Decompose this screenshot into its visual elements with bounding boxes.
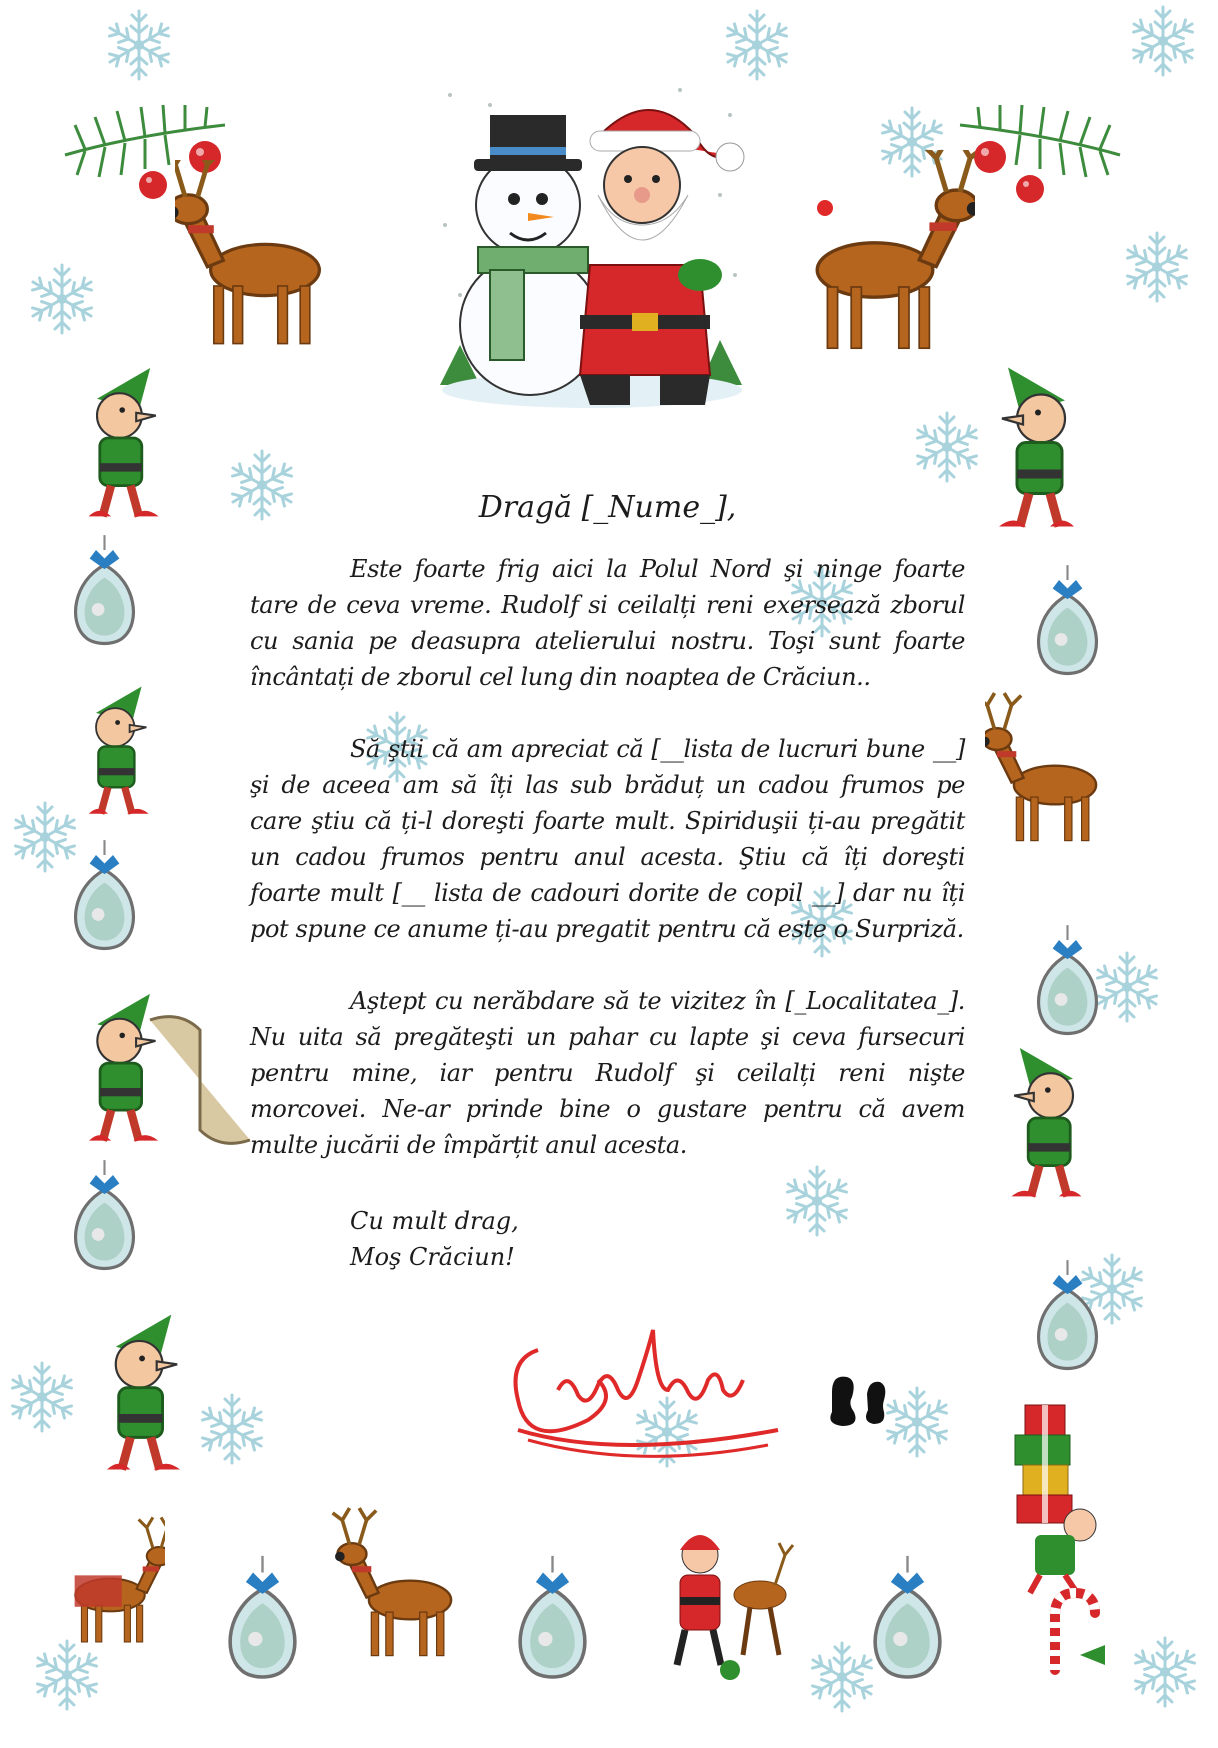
ornament-ball-icon: [215, 1545, 310, 1695]
closing-line-2: Moş Crăciun!: [350, 1243, 515, 1271]
elf-icon: [960, 350, 1110, 550]
snowman-santa-icon: [430, 75, 755, 415]
snowflake-icon: [1128, 1635, 1202, 1709]
ornament-ball-icon: [62, 525, 147, 660]
ornament-ball-icon: [505, 1545, 600, 1695]
snowflake-icon: [102, 8, 176, 82]
letter-body: [250, 490, 965, 1275]
ornament-ball-icon: [1025, 915, 1110, 1050]
elf-icon: [975, 1030, 1115, 1220]
greeting: Dragă [_Nume_],: [478, 490, 737, 525]
reindeer-icon: [55, 1500, 165, 1690]
reindeer-icon: [175, 160, 355, 390]
santa-reindeer-dance-icon: [655, 1515, 805, 1695]
snowflake-icon: [25, 262, 99, 336]
ornament-ball-icon: [860, 1545, 955, 1695]
snowflake-icon: [720, 8, 794, 82]
closing-line-1: Cu mult drag,: [350, 1207, 519, 1235]
elf-icon: [55, 350, 195, 540]
elf-icon: [60, 670, 180, 835]
paragraph-1: Este foarte frig aici la Polul Nord şi ninge foarte tare de ceva vreme. Rudolf si ceilalți reni exersează zborul cu sania pe deasupra atelierului nostru. Toşi sunt foarte încântați de zborul cel lung din noaptea de Crăciun..: [250, 555, 965, 691]
gift-stack-icon: [995, 1395, 1105, 1595]
ornament-ball-icon: [62, 830, 147, 965]
ornament-ball-icon: [1025, 555, 1110, 690]
elf-icon: [60, 1300, 230, 1490]
paragraph-2: Să ştii că am apreciat că [__lista de lucruri bune __] şi de aceea am să îți las sub brăduț un cadou frumos pe care ştiu că ți-l doreşti foarte mult. Spiriduşii ți-au pregătit un cadou frumos pentru anul acesta. Ştiu că îți doreşti foarte mult [__ lista de cadouri dorite de copil __] dar nu îți pot spune ce anume ți-au pregatit pentru că este o Surpriză.: [250, 735, 965, 943]
ornament-ball-icon: [1025, 1250, 1110, 1385]
paragraph-3: Aştept cu nerăbdare să te vizitez în [_Localitatea_]. Nu uita să pregăteşti un pahar cu lapte şi ceva fursecuri pentru mine, iar pentru Rudolf şi ceilalți reni nişte morcovei. Ne-ar prinde bine o gustare pentru că avem multe jucării de împărțit anul acesta.: [250, 987, 965, 1159]
signature-image: [498, 1310, 788, 1470]
pine-branch-icon: [950, 85, 1130, 205]
snowflake-icon: [1120, 230, 1194, 304]
ornament-ball-icon: [62, 1150, 147, 1285]
candy-cane-icon: [1035, 1585, 1115, 1675]
reindeer-icon: [330, 1505, 490, 1695]
scroll-icon: [140, 1010, 260, 1160]
snowflake-icon: [1126, 4, 1200, 78]
reindeer-icon: [775, 150, 975, 400]
closing: [350, 1203, 965, 1275]
reindeer-icon: [985, 690, 1125, 880]
bootprint-icon: [822, 1372, 892, 1432]
